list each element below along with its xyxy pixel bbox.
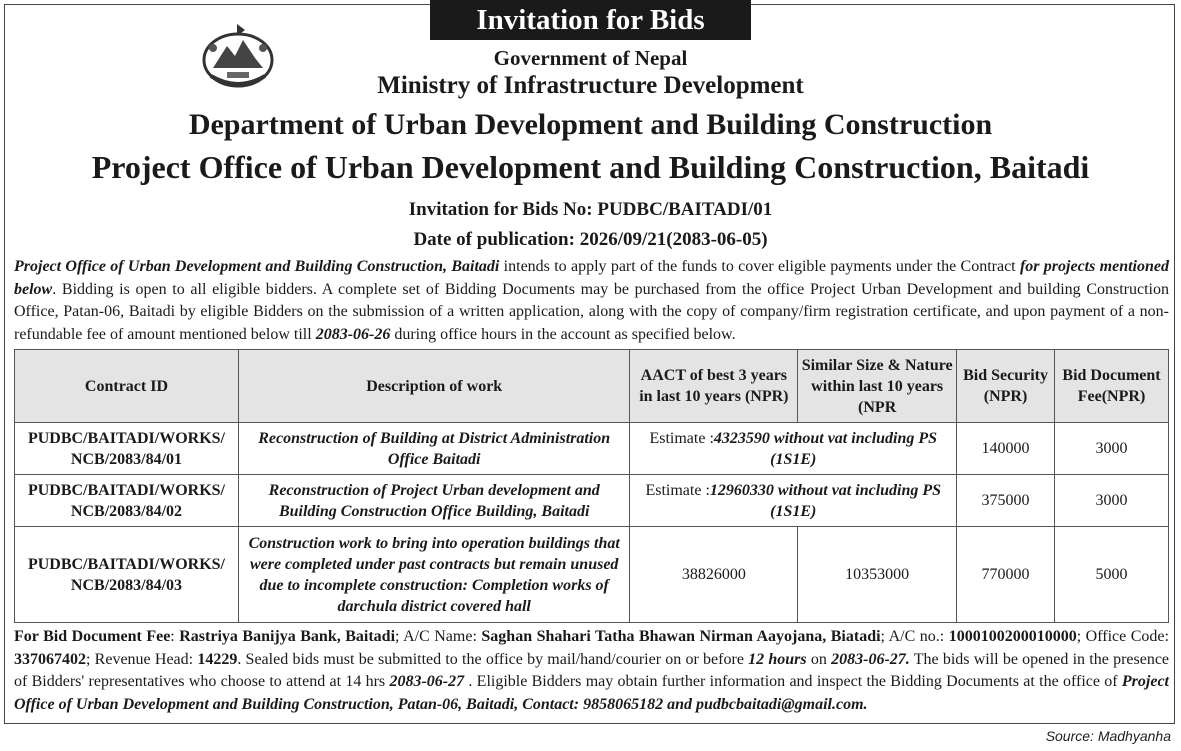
government-name: Government of Nepal xyxy=(493,46,688,70)
bids-table xyxy=(14,349,1169,623)
table-row xyxy=(15,527,1169,623)
header-doc-fee: Bid Document Fee(NPR) xyxy=(1055,350,1169,423)
table-row xyxy=(15,423,1169,475)
footer-text-2: The bids will be opened in the presence of Bidders' representatives who choose to attend at 14 hrs xyxy=(14,650,1170,690)
ac-no-label: ; A/C no.: xyxy=(880,628,949,645)
contract-id: PUDBC/BAITADI/WORKS/ NCB/2083/84/01 xyxy=(15,423,239,475)
header-similar: Similar Size & Nature within last 10 years (NPR xyxy=(798,350,957,423)
source-credit: Source: Madhyanha xyxy=(1045,728,1171,744)
intro-deadline: 2083-06-26 xyxy=(315,325,391,343)
doc-fee: 3000 xyxy=(1055,475,1169,527)
bid-security: 140000 xyxy=(957,423,1055,475)
intro-text-3: during office hours in the account as specified below. xyxy=(390,325,736,343)
submit-hours: 12 hours xyxy=(748,650,807,668)
intro-office: Project Office of Urban Development and Building Construction, Baitadi xyxy=(14,258,500,275)
similar-value: 10353000 xyxy=(798,527,957,623)
submit-date: 2083-06-27. xyxy=(831,650,910,668)
bank-name: Rastriya Banijya Bank, Baitadi xyxy=(179,628,396,645)
intro-for-projects: for projects mentioned below xyxy=(14,258,1170,298)
contract-id: PUDBC/BAITADI/WORKS/ NCB/2083/84/03 xyxy=(15,527,239,623)
department-name: Department of Urban Development and Building Construction xyxy=(188,108,993,141)
colon-text: : xyxy=(170,628,180,645)
office-name: Project Office of Urban Development and Building Construction, Baitadi xyxy=(91,149,1090,185)
work-description: Construction work to bring into operation buildings that were completed under past contracts but remain unused due to incomplete construction: Completion works of darchula district covered hall xyxy=(238,527,629,623)
intro-text-2: . Bidding is open to all eligible bidders. A complete set of Bidding Documents may be purchased from the office Project Urban Development and building Construction Office, Patan-06, Baitadi by eligible Bidders on the submission of a written application, along with the copy of company/firm registration certificate, and upon payment of a non-refundable fee of amount mentioned below till xyxy=(14,280,1169,343)
revenue-head: 14229 xyxy=(197,650,238,668)
doc-fee: 5000 xyxy=(1055,527,1169,623)
estimate xyxy=(630,475,957,527)
header-description: Description of work xyxy=(238,350,629,423)
footer-text-1: . Sealed bids must be submitted to the office by mail/hand/courier on or before xyxy=(237,650,749,668)
intro-text-1: intends to apply part of the funds to cover eligible payments under the Contract xyxy=(499,258,1020,275)
estimate-value: 12960330 without vat including PS (1S1E) xyxy=(709,481,942,520)
publication-date: Date of publication: 2026/09/21(2083-06-05) xyxy=(413,229,768,250)
office-code: 337067402 xyxy=(14,650,86,668)
estimate-prefix: Estimate : xyxy=(649,429,714,447)
table-header-row xyxy=(15,350,1169,423)
bid-security: 375000 xyxy=(957,475,1055,527)
footer-text-3: . Eligible Bidders may obtain further information and inspect the Bidding Documents at the office of xyxy=(464,673,1122,690)
ifb-number: Invitation for Bids No: PUDBC/BAITADI/01 xyxy=(408,199,773,220)
contract-id: PUDBC/BAITADI/WORKS/ NCB/2083/84/02 xyxy=(15,475,239,527)
table-row xyxy=(15,475,1169,527)
ac-name: Saghan Shahari Tatha Bhawan Nirman Aayojana, Biatadi xyxy=(481,628,881,645)
bid-security: 770000 xyxy=(957,527,1055,623)
ministry-name: Ministry of Infrastructure Development xyxy=(377,72,804,99)
ac-no: 1000100200010000 xyxy=(948,628,1077,645)
estimate-value: 4323590 without vat including PS (1S1E) xyxy=(713,429,938,468)
estimate xyxy=(630,423,957,475)
header-aact: AACT of best 3 years in last 10 years (NPR) xyxy=(630,350,798,423)
header-contract-id: Contract ID xyxy=(15,350,239,423)
open-date: 2083-06-27 xyxy=(389,673,465,690)
estimate-prefix: Estimate : xyxy=(645,481,710,499)
contact-info: Project Office of Urban Development and Building Construction, Patan-06, Baitadi, Contact: 9858065182 and pudbcbaitadi@gmail.com. xyxy=(14,673,1169,713)
footer-paragraph xyxy=(14,626,1169,716)
doc-fee: 3000 xyxy=(1055,423,1169,475)
aact-value: 38826000 xyxy=(630,527,798,623)
header-bid-security: Bid Security (NPR) xyxy=(957,350,1055,423)
revenue-label: ; Revenue Head: xyxy=(86,650,198,668)
work-description: Reconstruction of Building at District Administration Office Baitadi xyxy=(238,423,629,475)
office-code-label: ; Office Code: xyxy=(1076,628,1169,645)
intro-paragraph xyxy=(14,256,1169,346)
notice-title: Invitation for Bids xyxy=(430,0,751,40)
ac-name-label: ; A/C Name: xyxy=(395,628,482,645)
work-description: Reconstruction of Project Urban development and Building Construction Office Building, Baitadi xyxy=(238,475,629,527)
footer-on: on xyxy=(806,650,832,668)
fee-label: For Bid Document Fee xyxy=(14,628,171,645)
